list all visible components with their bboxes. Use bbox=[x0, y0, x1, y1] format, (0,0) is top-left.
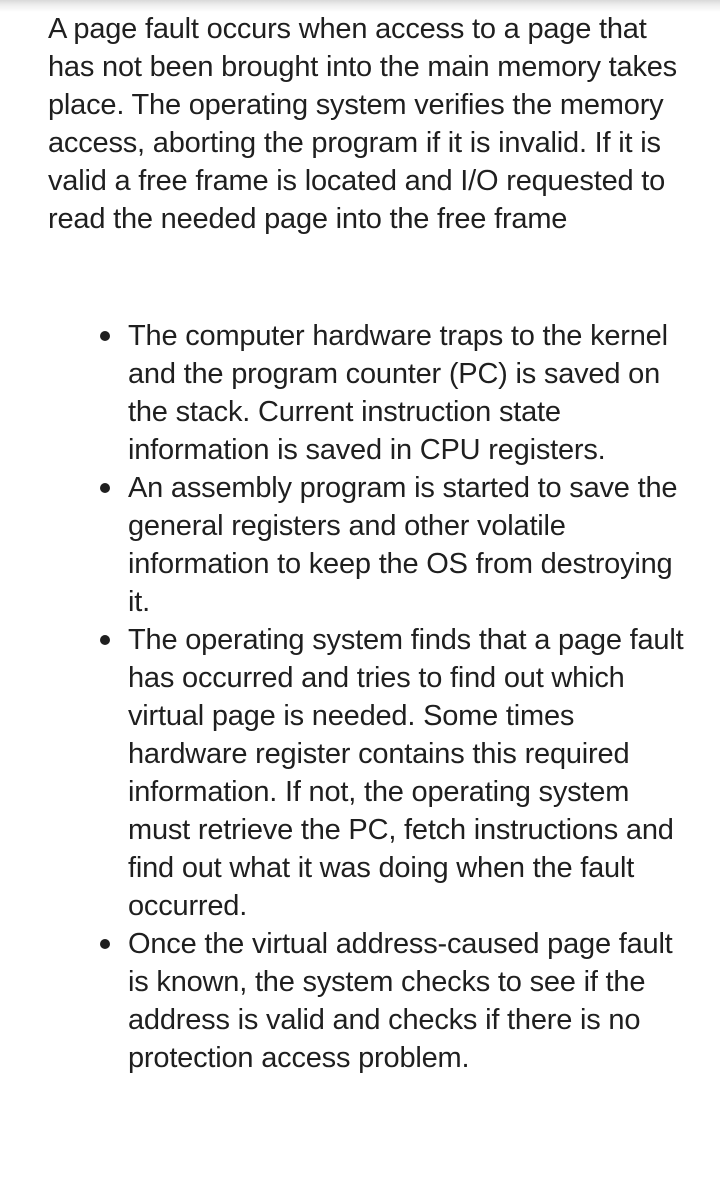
list-item-text: The computer hardware traps to the kernel and the program counter (PC) is saved on the stack. Current instruction state information is saved in CPU registers. bbox=[128, 320, 668, 466]
bullet-icon bbox=[100, 635, 110, 645]
list-item-text: The operating system finds that a page fault has occurred and tries to find out which virtual page is needed. Some times hardware register contains this required information. If not, the operating system must retrieve the PC, fetch instructions and find out what it was doing when the fault occurred. bbox=[128, 624, 684, 922]
bullet-icon bbox=[100, 939, 110, 949]
bullet-icon bbox=[100, 331, 110, 341]
page-fault-steps-list bbox=[128, 317, 688, 1077]
list-item bbox=[128, 621, 688, 925]
document-body bbox=[48, 10, 688, 1074]
intro-paragraph: A page fault occurs when access to a page that has not been brought into the main memory takes place. The operating system verifies the memory access, aborting the program if it is invalid. If it is valid a free frame is located and I/O requested to read the needed page into the free frame bbox=[48, 13, 677, 235]
list-item bbox=[128, 925, 688, 1077]
list-item-text: An assembly program is started to save the general registers and other volatile information to keep the OS from destroying it. bbox=[128, 472, 678, 618]
list-item bbox=[128, 469, 688, 621]
bullet-icon bbox=[100, 483, 110, 493]
list-item bbox=[128, 317, 688, 469]
list-item-text: Once the virtual address-caused page fault is known, the system checks to see if the address is valid and checks if there is no protection access problem. bbox=[128, 928, 673, 1074]
